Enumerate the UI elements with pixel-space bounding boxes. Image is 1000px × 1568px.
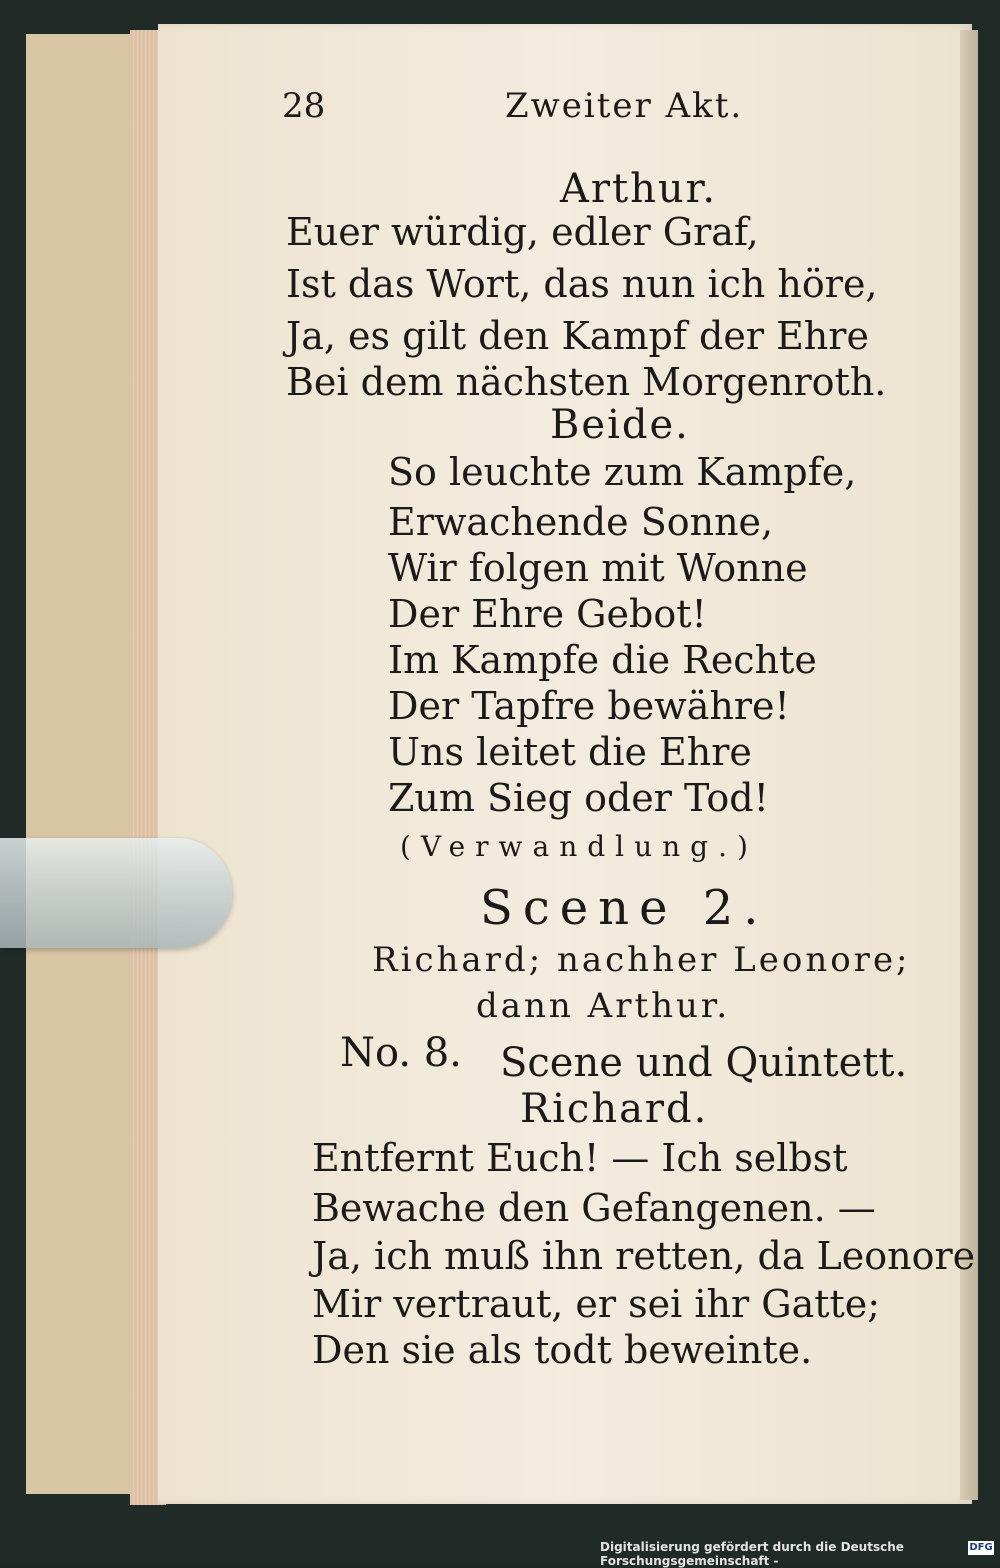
verse-line: Euer würdig, edler Graf, [286,210,759,254]
number-heading: No. 8. [340,1030,462,1076]
verse-line: Zum Sieg oder Tod! [388,776,769,820]
verse-line: Den sie als todt beweinte. [312,1328,813,1372]
dfg-logo: DFG [969,1542,993,1553]
verse-line: Ja, es gilt den Kampf der Ehre [286,314,869,358]
verse-line: Im Kampfe die Rechte [388,638,817,682]
verse-line: Bei dem nächsten Morgenroth. [286,360,887,404]
verse-line: Ja, ich muß ihn retten, da Leonore [312,1234,976,1278]
verse-line: Mir vertraut, er sei ihr Gatte; [312,1282,881,1326]
verse-line: Ist das Wort, das nun ich höre, [286,262,878,306]
stage-direction: (Verwandlung.) [400,830,758,863]
running-title: Zweiter Akt. [505,86,744,126]
page-holder-clip [0,838,232,948]
page-gutter-shadow [960,30,978,1500]
verse-line: Der Ehre Gebot! [388,592,707,636]
verse-line: Bewache den Gefangenen. — [312,1186,876,1230]
scene-heading: Scene 2. [480,880,769,936]
verse-line: Wir folgen mit Wonne [388,546,808,590]
digitization-credit: Digitalisierung gefördert durch die Deutsche Forschungsgemeinschaft - [600,1540,904,1568]
number-title: Scene und Quintett. [500,1040,908,1086]
verse-line: Erwachende Sonne, [388,500,774,544]
verse-line: Entfernt Euch! — Ich selbst [312,1136,848,1180]
page-number: 28 [282,86,326,126]
verse-line: Uns leitet die Ehre [388,730,752,774]
speaker-arthur: Arthur. [560,166,718,212]
speaker-beide: Beide. [550,402,690,448]
speaker-richard: Richard. [520,1086,709,1132]
cast-line: Richard; nachher Leonore; [372,940,911,980]
cast-line: dann Arthur. [476,986,731,1026]
verse-line: So leuchte zum Kampfe, [388,450,857,494]
verse-line: Der Tapfre bewähre! [388,684,790,728]
